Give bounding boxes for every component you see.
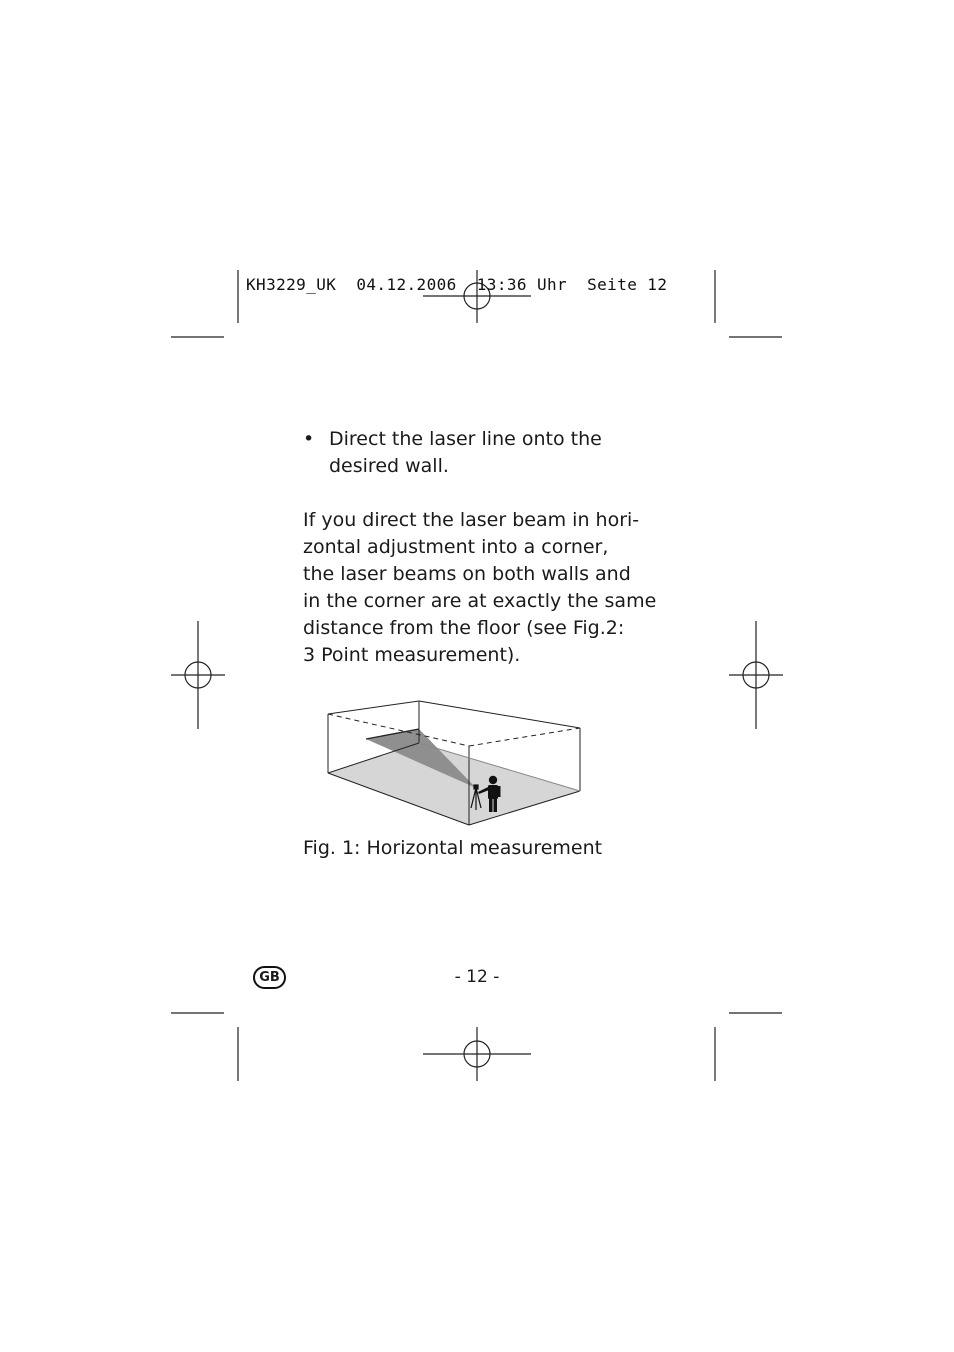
bullet-text-line: desired wall. [329, 455, 449, 477]
bullet-item [303, 426, 683, 480]
language-badge: GB [253, 966, 286, 989]
horizontal-measurement-illustration [322, 698, 584, 828]
page-content [303, 426, 683, 669]
bullet-marker: • [303, 428, 315, 450]
paragraph-line: distance from the floor (see Fig.2: [303, 617, 625, 639]
registration-mark-bottom [423, 1027, 531, 1081]
paragraph-line: the laser beams on both walls and [303, 563, 631, 585]
print-slug-line: KH3229_UK 04.12.2006 13:36 Uhr Seite 12 [246, 275, 668, 294]
paragraph-line: 3 Point measurement). [303, 644, 521, 666]
body-paragraph [303, 507, 683, 669]
room-floor [328, 743, 580, 825]
paragraph-line: If you direct the laser beam in hori- [303, 509, 640, 531]
registration-mark-right [729, 621, 783, 729]
page-number: - 12 - [454, 967, 500, 987]
bullet-text [329, 426, 629, 480]
figure-caption: Fig. 1: Horizontal measurement [303, 837, 603, 859]
bullet-text-line: Direct the laser line onto the [329, 428, 602, 450]
paragraph-line: zontal adjustment into a corner, [303, 536, 609, 558]
registration-mark-left [171, 621, 225, 729]
paragraph-line: in the corner are at exactly the same [303, 590, 657, 612]
